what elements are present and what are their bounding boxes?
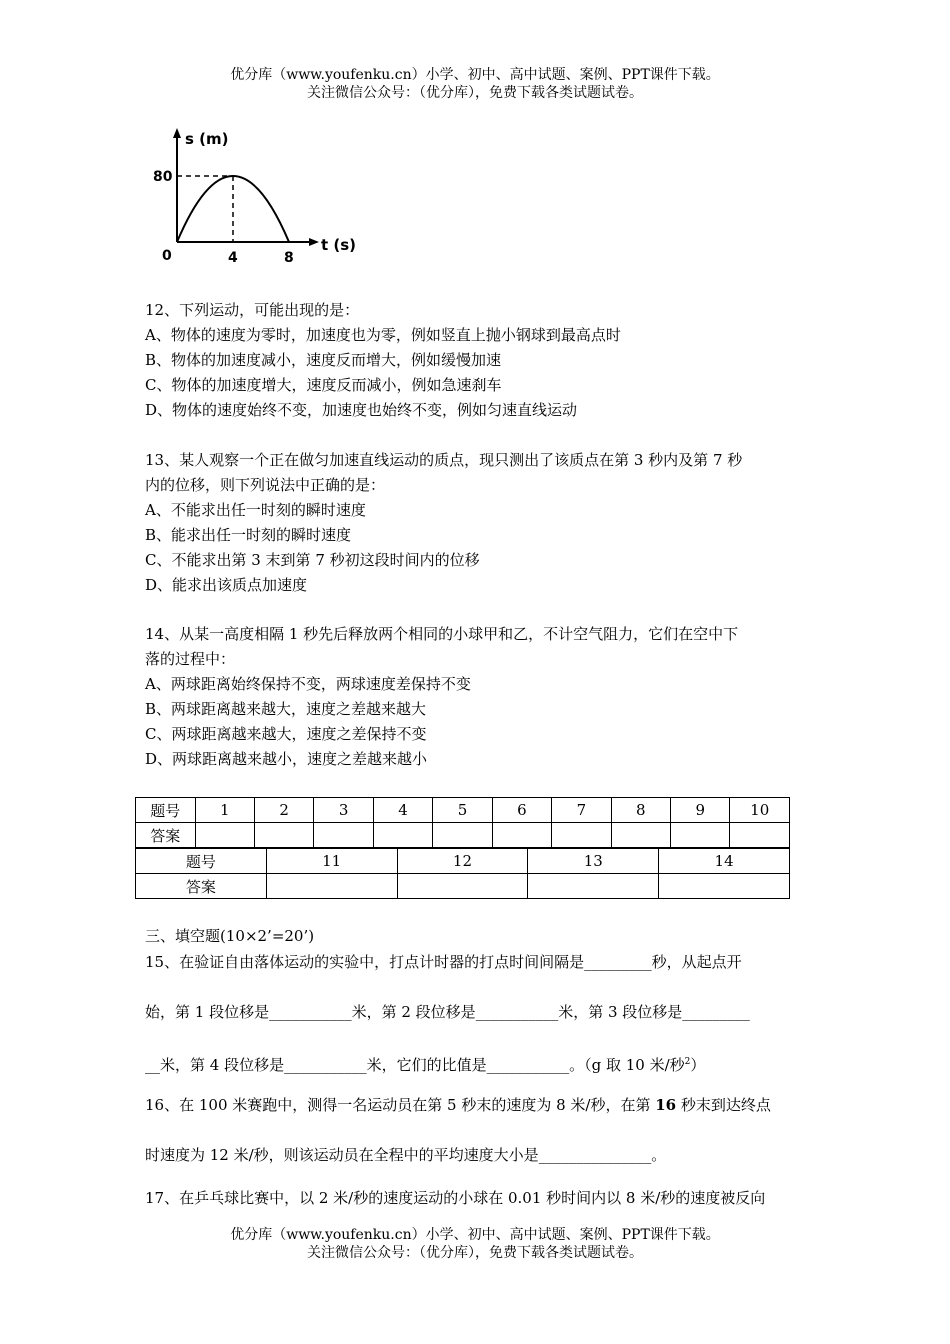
option-b: B、两球距离越来越大，速度之差越来越大 [145,700,427,718]
x-tick-4: 4 [228,250,238,266]
answer-cell[interactable] [552,823,611,848]
question-stem-line-1: 14、从某一高度相隔 1 秒先后释放两个相同的小球甲和乙，不计空气阻力，它们在空中下 [145,625,739,643]
text: 时速度为 12 米/秒，则该运动员在全程中的平均速度大小是 [145,1146,539,1164]
footer-line-1: 优分库（www.youfenku.cn）小学、初中、高中试题、案例、PPT课件下载。 [230,1227,720,1243]
table-cell: 8 [611,798,670,823]
y-axis-label: s (m) [185,130,229,148]
option-b: B、物体的加速度减小，速度反而增大，例如缓慢加速 [145,351,502,369]
question-14 [145,622,810,772]
option-c: C、不能求出第 3 末到第 7 秒初这段时间内的位移 [145,551,480,569]
section-title: 三、填空题(10×2’=20’) [145,927,315,945]
header-line-2: 关注微信公众号：（优分库），免费下载各类试题试卷。 [307,85,643,101]
y-tick-80: 80 [153,169,173,185]
blank-displacement-3[interactable]: _________ [682,1003,750,1021]
footer-line-2: 关注微信公众号：（优分库），免费下载各类试题试卷。 [307,1245,643,1261]
question-16-line-1 [145,1094,771,1116]
text: 。 [651,1146,667,1164]
question-stem-line-2: 落的过程中： [145,650,236,668]
question-stem-line-1: 13、某人观察一个正在做匀加速直线运动的质点，现只测出了该质点在第 3 秒内及第 7 秒 [145,451,743,469]
text: 米，第 3 段位移是 [558,1003,683,1021]
text: 秒，从起点开 [651,953,742,971]
x-axis-arrow [309,238,319,246]
text: 16、在 100 米赛跑中，测得一名运动员在第 5 秒末的速度为 8 米/秒，在第 [145,1096,656,1114]
answer-cell[interactable] [266,874,397,899]
blank-average-speed[interactable]: _______________ [538,1146,652,1164]
answer-cell[interactable] [671,823,730,848]
table-row-numbers [136,849,790,874]
answer-cell[interactable] [659,874,790,899]
text: 。（g 取 10 米/秒 [569,1056,685,1074]
bold-number: 16 [655,1096,677,1114]
superscript: 2 [684,1057,691,1067]
answer-cell[interactable] [314,823,373,848]
answer-cell[interactable] [528,874,659,899]
question-stem: 12、下列运动，可能出现的是： [145,301,360,319]
question-13 [145,448,810,598]
table-cell: 11 [266,849,397,874]
answer-table-11-14 [135,848,790,899]
question-stem-line-2: 内的位移，则下列说法中正确的是： [145,476,386,494]
table-cell: 2 [254,798,313,823]
blank-ratio[interactable]: ___________ [486,1056,570,1074]
row-label-answer: 答案 [136,823,196,848]
answer-cell[interactable] [254,823,313,848]
option-b: B、能求出任一时刻的瞬时速度 [145,526,352,544]
question-15-line-1 [145,951,742,973]
answer-cell[interactable] [492,823,551,848]
text: __米，第 4 段位移是 [145,1056,285,1074]
displacement-time-graph [145,122,375,268]
text: 始，第 1 段位移是 [145,1003,270,1021]
page-header [0,66,950,102]
answer-cell[interactable] [433,823,492,848]
table-cell: 4 [373,798,432,823]
text: ） [690,1056,706,1074]
question-17-line-1: 17、在乒乓球比赛中，以 2 米/秒的速度运动的小球在 0.01 秒时间内以 8 米/秒的速度被反向 [145,1189,766,1207]
answer-cell[interactable] [730,823,790,848]
option-a: A、物体的速度为零时，加速度也为零，例如竖直上抛小钢球到最高点时 [145,326,621,344]
table-row-answers [136,874,790,899]
option-d: D、能求出该质点加速度 [145,576,308,594]
option-c: C、两球距离越来越大，速度之差保持不变 [145,725,427,743]
blank-displacement-4[interactable]: ___________ [284,1056,367,1074]
table-cell: 7 [552,798,611,823]
table-cell: 9 [671,798,730,823]
answer-cell[interactable] [611,823,670,848]
row-label-number: 题号 [136,798,196,823]
table-cell: 13 [528,849,659,874]
table-cell: 5 [433,798,492,823]
y-axis-arrow [173,128,181,138]
text: 米，第 2 段位移是 [351,1003,476,1021]
table-cell: 14 [659,849,790,874]
answer-cell[interactable] [397,874,528,899]
text: 米，它们的比值是 [366,1056,487,1074]
x-tick-8: 8 [284,250,294,266]
option-a: A、两球距离始终保持不变，两球速度差保持不变 [145,675,471,693]
option-c: C、物体的加速度增大，速度反而减小，例如急速刹车 [145,376,502,394]
page-footer [0,1226,950,1262]
answer-cell[interactable] [373,823,432,848]
option-d: D、两球距离越来越小，速度之差越来越小 [145,750,428,768]
text: 15、在验证自由落体运动的实验中，打点计时器的打点时间间隔是 [145,953,585,971]
blank-displacement-1[interactable]: ___________ [269,1003,352,1021]
question-12 [145,298,810,423]
table-row-numbers [136,798,790,823]
table-cell: 12 [397,849,528,874]
question-16-line-2 [145,1144,666,1166]
x-axis-label: t (s) [321,236,357,254]
answer-cell[interactable] [195,823,254,848]
table-row-answers [136,823,790,848]
table-cell: 3 [314,798,373,823]
question-15-line-2 [145,1001,750,1023]
origin-label: 0 [162,248,172,264]
option-d: D、物体的速度始终不变，加速度也始终不变，例如匀速直线运动 [145,401,578,419]
answer-table-1-10 [135,797,790,848]
text: 秒末到达终点 [676,1096,771,1114]
blank-displacement-2[interactable]: ___________ [475,1003,559,1021]
row-label-number: 题号 [136,849,267,874]
option-a: A、不能求出任一时刻的瞬时速度 [145,501,366,519]
question-15-line-3 [145,1051,705,1076]
table-cell: 10 [730,798,790,823]
table-cell: 6 [492,798,551,823]
header-line-1: 优分库（www.youfenku.cn）小学、初中、高中试题、案例、PPT课件下载。 [230,67,720,83]
table-cell: 1 [195,798,254,823]
row-label-answer: 答案 [136,874,267,899]
blank-interval[interactable]: _________ [584,953,652,971]
